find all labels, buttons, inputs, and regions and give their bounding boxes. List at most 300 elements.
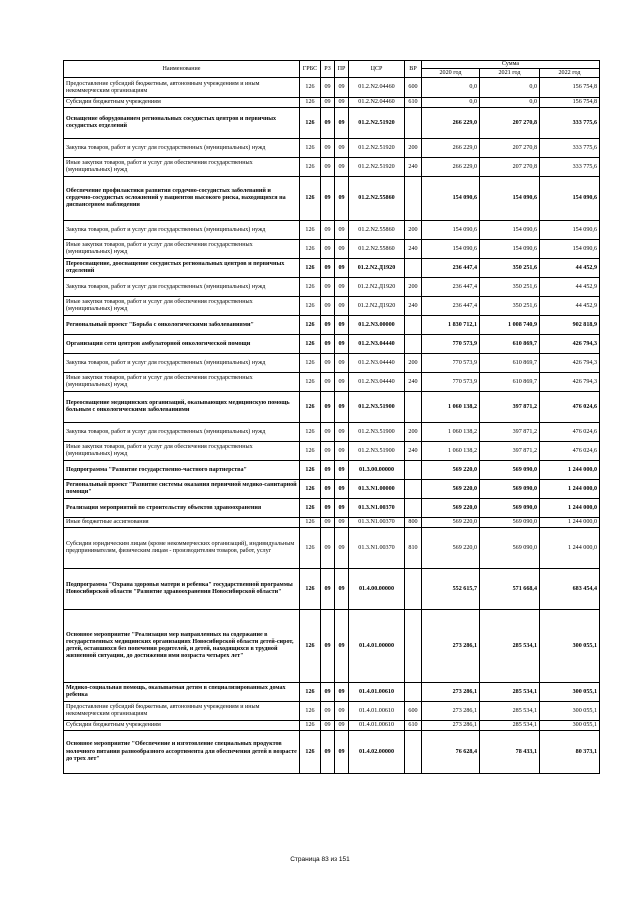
row-name-cell: Предоставление субсидий бюджетным, автономным учреждениям и иным некоммерческим организациям — [64, 702, 300, 721]
row-value-2020-cell: 770 573,9 — [422, 373, 480, 392]
row-csr-cell: 01.4.02.00000 — [349, 731, 405, 774]
row-name-cell: Медико-социальная помощь, оказываемая детям в специализированных домах ребенка — [64, 683, 300, 702]
row-rz-cell: 09 — [321, 108, 335, 139]
row-name-cell: Реализация мероприятий по строительству объектов здравоохранения — [64, 499, 300, 518]
row-grbs-cell: 126 — [300, 702, 321, 721]
row-rz-cell: 09 — [321, 240, 335, 259]
row-vr-cell — [405, 610, 422, 683]
row-csr-cell: 01.2.N3.04440 — [349, 354, 405, 373]
row-pr-cell: 09 — [335, 297, 349, 316]
table-row — [64, 108, 600, 139]
row-value-2020-cell: 154 090,6 — [422, 177, 480, 221]
row-vr-cell: 600 — [405, 78, 422, 98]
row-pr-cell: 09 — [335, 108, 349, 139]
row-vr-cell: 240 — [405, 158, 422, 177]
row-rz-cell: 09 — [321, 354, 335, 373]
row-value-2022-cell: 156 754,8 — [540, 98, 600, 108]
row-csr-cell: 01.2.N3.04440 — [349, 335, 405, 354]
row-value-2020-cell: 569 220,0 — [422, 461, 480, 480]
row-csr-cell: 01.3.N1.00370 — [349, 528, 405, 569]
row-pr-cell: 09 — [335, 177, 349, 221]
row-grbs-cell: 126 — [300, 335, 321, 354]
row-value-2020-cell: 273 286,1 — [422, 683, 480, 702]
row-value-2021-cell: 0,0 — [480, 98, 540, 108]
row-value-2021-cell: 569 090,0 — [480, 518, 540, 528]
row-grbs-cell: 126 — [300, 423, 321, 442]
row-value-2022-cell: 80 373,1 — [540, 731, 600, 774]
row-value-2020-cell: 236 447,4 — [422, 297, 480, 316]
row-grbs-cell: 126 — [300, 240, 321, 259]
row-csr-cell: 01.2.N3.51900 — [349, 442, 405, 461]
row-rz-cell: 09 — [321, 221, 335, 240]
row-value-2022-cell: 300 055,1 — [540, 683, 600, 702]
row-csr-cell: 01.2.N3.51900 — [349, 392, 405, 423]
row-pr-cell: 09 — [335, 316, 349, 335]
table-row — [64, 392, 600, 423]
header-grbs: ГРБС — [300, 61, 321, 78]
row-grbs-cell: 126 — [300, 221, 321, 240]
row-rz-cell: 09 — [321, 259, 335, 278]
row-value-2022-cell: 1 244 000,0 — [540, 461, 600, 480]
row-name-cell: Закупка товаров, работ и услуг для государственных (муниципальных) нужд — [64, 139, 300, 158]
row-pr-cell: 09 — [335, 221, 349, 240]
row-grbs-cell: 126 — [300, 392, 321, 423]
header-vr: ВР — [405, 61, 422, 78]
row-rz-cell: 09 — [321, 721, 335, 731]
row-vr-cell: 800 — [405, 518, 422, 528]
row-csr-cell: 01.3.00.00000 — [349, 461, 405, 480]
row-value-2021-cell: 397 871,2 — [480, 392, 540, 423]
row-value-2020-cell: 236 447,4 — [422, 278, 480, 297]
row-csr-cell: 01.2.N2.Д1920 — [349, 297, 405, 316]
row-rz-cell: 09 — [321, 139, 335, 158]
row-value-2020-cell: 266 229,0 — [422, 158, 480, 177]
row-value-2021-cell: 285 534,1 — [480, 610, 540, 683]
row-vr-cell: 200 — [405, 278, 422, 297]
row-value-2022-cell: 333 775,6 — [540, 139, 600, 158]
row-value-2022-cell: 902 818,9 — [540, 316, 600, 335]
row-name-cell: Субсидии бюджетным учреждениям — [64, 721, 300, 731]
row-vr-cell — [405, 335, 422, 354]
row-value-2022-cell: 1 244 000,0 — [540, 528, 600, 569]
row-value-2021-cell: 350 251,6 — [480, 278, 540, 297]
row-value-2021-cell: 571 668,4 — [480, 569, 540, 610]
row-grbs-cell: 126 — [300, 721, 321, 731]
row-value-2022-cell: 476 024,6 — [540, 423, 600, 442]
row-value-2021-cell: 207 270,8 — [480, 108, 540, 139]
row-csr-cell: 01.2.N2.51920 — [349, 108, 405, 139]
table-row — [64, 335, 600, 354]
row-vr-cell: 610 — [405, 98, 422, 108]
table-row — [64, 158, 600, 177]
table-row — [64, 423, 600, 442]
table-row — [64, 139, 600, 158]
row-name-cell: Субсидии юридическим лицам (кроме некоммерческих организаций), индивидуальным предпринимателям, физическим лицам - производителям товаров, работ, услуг — [64, 528, 300, 569]
row-value-2021-cell: 569 090,0 — [480, 480, 540, 499]
row-grbs-cell: 126 — [300, 442, 321, 461]
row-value-2022-cell: 44 452,9 — [540, 259, 600, 278]
row-vr-cell: 610 — [405, 721, 422, 731]
row-csr-cell: 01.4.01.00610 — [349, 721, 405, 731]
row-name-cell: Иные закупки товаров, работ и услуг для обеспечения государственных (муниципальных) нужд — [64, 373, 300, 392]
row-value-2021-cell: 397 871,2 — [480, 423, 540, 442]
row-pr-cell: 09 — [335, 721, 349, 731]
row-pr-cell: 09 — [335, 392, 349, 423]
row-grbs-cell: 126 — [300, 528, 321, 569]
row-grbs-cell: 126 — [300, 316, 321, 335]
row-grbs-cell: 126 — [300, 278, 321, 297]
row-pr-cell: 09 — [335, 683, 349, 702]
table-row — [64, 731, 600, 774]
row-value-2021-cell: 610 869,7 — [480, 335, 540, 354]
header-pr: ПР — [335, 61, 349, 78]
header-name: Наименование — [64, 61, 300, 78]
row-value-2021-cell: 154 090,6 — [480, 221, 540, 240]
row-pr-cell: 09 — [335, 461, 349, 480]
row-value-2022-cell: 156 754,8 — [540, 78, 600, 98]
row-pr-cell: 09 — [335, 610, 349, 683]
row-vr-cell: 240 — [405, 240, 422, 259]
row-rz-cell: 09 — [321, 610, 335, 683]
row-csr-cell: 01.2.N2.04460 — [349, 78, 405, 98]
row-value-2020-cell: 552 615,7 — [422, 569, 480, 610]
row-value-2020-cell: 0,0 — [422, 78, 480, 98]
row-csr-cell: 01.2.N3.04440 — [349, 373, 405, 392]
table-row — [64, 683, 600, 702]
row-value-2020-cell: 273 286,1 — [422, 702, 480, 721]
table-row — [64, 78, 600, 98]
row-csr-cell: 01.4.01.00610 — [349, 683, 405, 702]
row-rz-cell: 09 — [321, 278, 335, 297]
row-name-cell: Региональный проект "Развитие системы оказания первичной медико-санитарной помощи" — [64, 480, 300, 499]
table-row — [64, 480, 600, 499]
table-row — [64, 518, 600, 528]
header-csr: ЦСР — [349, 61, 405, 78]
row-pr-cell: 09 — [335, 158, 349, 177]
header-2020: 2020 год — [422, 69, 480, 78]
row-pr-cell: 09 — [335, 442, 349, 461]
row-value-2020-cell: 266 229,0 — [422, 108, 480, 139]
row-rz-cell: 09 — [321, 423, 335, 442]
table-row — [64, 177, 600, 221]
row-pr-cell: 09 — [335, 528, 349, 569]
row-value-2021-cell: 207 270,8 — [480, 139, 540, 158]
table-row — [64, 221, 600, 240]
row-vr-cell — [405, 461, 422, 480]
row-grbs-cell: 126 — [300, 518, 321, 528]
row-csr-cell: 01.2.N2.55860 — [349, 221, 405, 240]
row-csr-cell: 01.2.N2.04460 — [349, 98, 405, 108]
row-name-cell: Иные закупки товаров, работ и услуг для обеспечения государственных (муниципальных) нужд — [64, 442, 300, 461]
row-grbs-cell: 126 — [300, 259, 321, 278]
row-value-2020-cell: 569 220,0 — [422, 480, 480, 499]
table-row — [64, 528, 600, 569]
row-value-2021-cell: 610 869,7 — [480, 354, 540, 373]
table-row — [64, 297, 600, 316]
row-pr-cell: 09 — [335, 98, 349, 108]
table-row — [64, 569, 600, 610]
row-name-cell: Закупка товаров, работ и услуг для государственных (муниципальных) нужд — [64, 423, 300, 442]
row-csr-cell: 01.3.N1.00370 — [349, 499, 405, 518]
row-grbs-cell: 126 — [300, 683, 321, 702]
table-row — [64, 702, 600, 721]
row-grbs-cell: 126 — [300, 354, 321, 373]
row-value-2020-cell: 1 060 138,2 — [422, 392, 480, 423]
row-vr-cell — [405, 569, 422, 610]
row-value-2022-cell: 333 775,6 — [540, 108, 600, 139]
row-rz-cell: 09 — [321, 158, 335, 177]
row-csr-cell: 01.2.N2.51920 — [349, 139, 405, 158]
row-value-2020-cell: 569 220,0 — [422, 499, 480, 518]
row-name-cell: Переоснащение медицинских организаций, оказывающих медицинскую помощь больным с онкологическими заболеваниями — [64, 392, 300, 423]
row-value-2021-cell: 0,0 — [480, 78, 540, 98]
row-vr-cell — [405, 499, 422, 518]
row-csr-cell: 01.4.01.00000 — [349, 610, 405, 683]
row-rz-cell: 09 — [321, 78, 335, 98]
row-pr-cell: 09 — [335, 569, 349, 610]
row-name-cell: Иные закупки товаров, работ и услуг для обеспечения государственных (муниципальных) нужд — [64, 158, 300, 177]
row-value-2022-cell: 333 775,6 — [540, 158, 600, 177]
row-vr-cell: 600 — [405, 702, 422, 721]
row-name-cell: Закупка товаров, работ и услуг для государственных (муниципальных) нужд — [64, 354, 300, 373]
row-value-2021-cell: 610 869,7 — [480, 373, 540, 392]
row-pr-cell: 09 — [335, 259, 349, 278]
table-row — [64, 98, 600, 108]
row-vr-cell — [405, 177, 422, 221]
row-vr-cell — [405, 683, 422, 702]
row-vr-cell — [405, 480, 422, 499]
row-pr-cell: 09 — [335, 702, 349, 721]
header-2021: 2021 год — [480, 69, 540, 78]
table-row — [64, 499, 600, 518]
row-csr-cell: 01.4.01.00610 — [349, 702, 405, 721]
row-name-cell: Основное мероприятие "Обеспечение и изготовление специальных продуктов молочного питания разнообразного ассортимента для обеспечения детей в возрасте до трех лет" — [64, 731, 300, 774]
row-rz-cell: 09 — [321, 316, 335, 335]
row-vr-cell — [405, 108, 422, 139]
row-csr-cell: 01.3.N1.00000 — [349, 480, 405, 499]
row-grbs-cell: 126 — [300, 373, 321, 392]
row-value-2020-cell: 266 229,0 — [422, 139, 480, 158]
row-value-2021-cell: 285 534,1 — [480, 683, 540, 702]
row-rz-cell: 09 — [321, 702, 335, 721]
row-value-2022-cell: 1 244 000,0 — [540, 499, 600, 518]
row-rz-cell: 09 — [321, 335, 335, 354]
row-vr-cell — [405, 259, 422, 278]
row-pr-cell: 09 — [335, 278, 349, 297]
row-pr-cell: 09 — [335, 78, 349, 98]
row-value-2020-cell: 1 060 138,2 — [422, 442, 480, 461]
row-value-2022-cell: 426 794,3 — [540, 373, 600, 392]
row-name-cell: Подпрограмма "Охрана здоровья матери и ребенка" государственной программы Новосибирской области "Развитие здравоохранения Новосибирской области" — [64, 569, 300, 610]
row-vr-cell: 200 — [405, 221, 422, 240]
row-grbs-cell: 126 — [300, 139, 321, 158]
row-pr-cell: 09 — [335, 518, 349, 528]
row-pr-cell: 09 — [335, 423, 349, 442]
table-row — [64, 316, 600, 335]
row-value-2022-cell: 154 090,6 — [540, 221, 600, 240]
row-name-cell: Иные закупки товаров, работ и услуг для обеспечения государственных (муниципальных) нужд — [64, 240, 300, 259]
row-value-2020-cell: 273 286,1 — [422, 610, 480, 683]
row-value-2021-cell: 207 270,8 — [480, 158, 540, 177]
table-row — [64, 610, 600, 683]
row-name-cell: Предоставление субсидий бюджетным, автономным учреждениям и иным некоммерческим организациям — [64, 78, 300, 98]
row-csr-cell: 01.2.N3.51900 — [349, 423, 405, 442]
row-value-2021-cell: 350 251,6 — [480, 297, 540, 316]
row-value-2022-cell: 1 244 000,0 — [540, 518, 600, 528]
row-value-2021-cell: 350 251,6 — [480, 259, 540, 278]
row-vr-cell — [405, 731, 422, 774]
row-pr-cell: 09 — [335, 499, 349, 518]
row-name-cell: Обеспечение профилактики развития сердечно-сосудистых заболеваний и сердечно-сосудистых осложнений у пациентов высокого риска, находящихся на диспансерном наблюдении — [64, 177, 300, 221]
row-value-2022-cell: 1 244 000,0 — [540, 480, 600, 499]
header-2022: 2022 год — [540, 69, 600, 78]
table-row — [64, 278, 600, 297]
table-body — [64, 78, 600, 774]
row-rz-cell: 09 — [321, 683, 335, 702]
row-grbs-cell: 126 — [300, 158, 321, 177]
row-name-cell: Подпрограмма "Развитие государственно-частного партнерства" — [64, 461, 300, 480]
row-name-cell: Региональный проект "Борьба с онкологическими заболеваниями" — [64, 316, 300, 335]
row-rz-cell: 09 — [321, 297, 335, 316]
table-row — [64, 240, 600, 259]
row-grbs-cell: 126 — [300, 297, 321, 316]
row-value-2020-cell: 273 286,1 — [422, 721, 480, 731]
row-name-cell: Субсидии бюджетным учреждениям — [64, 98, 300, 108]
table-row — [64, 373, 600, 392]
table-row — [64, 259, 600, 278]
row-vr-cell: 810 — [405, 528, 422, 569]
page-number: Страница 83 из 151 — [290, 856, 350, 863]
row-value-2021-cell: 569 090,0 — [480, 461, 540, 480]
row-rz-cell: 09 — [321, 98, 335, 108]
row-grbs-cell: 126 — [300, 98, 321, 108]
row-name-cell: Иные бюджетные ассигнования — [64, 518, 300, 528]
row-csr-cell: 01.2.N2.55860 — [349, 240, 405, 259]
row-value-2020-cell: 569 220,0 — [422, 528, 480, 569]
row-csr-cell: 01.2.N2.Д1920 — [349, 278, 405, 297]
row-value-2022-cell: 426 794,3 — [540, 354, 600, 373]
row-value-2022-cell: 300 055,1 — [540, 721, 600, 731]
row-grbs-cell: 126 — [300, 78, 321, 98]
row-pr-cell: 09 — [335, 139, 349, 158]
row-rz-cell: 09 — [321, 528, 335, 569]
row-rz-cell: 09 — [321, 392, 335, 423]
row-rz-cell: 09 — [321, 461, 335, 480]
row-rz-cell: 09 — [321, 499, 335, 518]
row-vr-cell — [405, 392, 422, 423]
row-vr-cell — [405, 316, 422, 335]
row-vr-cell: 240 — [405, 442, 422, 461]
row-value-2020-cell: 76 628,4 — [422, 731, 480, 774]
row-value-2020-cell: 770 573,9 — [422, 354, 480, 373]
row-vr-cell: 200 — [405, 354, 422, 373]
row-grbs-cell: 126 — [300, 108, 321, 139]
row-value-2022-cell: 154 090,6 — [540, 240, 600, 259]
row-value-2022-cell: 300 055,1 — [540, 702, 600, 721]
row-pr-cell: 09 — [335, 335, 349, 354]
row-value-2020-cell: 0,0 — [422, 98, 480, 108]
row-vr-cell: 200 — [405, 423, 422, 442]
row-vr-cell: 240 — [405, 373, 422, 392]
row-rz-cell: 09 — [321, 518, 335, 528]
row-value-2020-cell: 154 090,6 — [422, 221, 480, 240]
row-grbs-cell: 126 — [300, 499, 321, 518]
row-value-2022-cell: 476 024,6 — [540, 392, 600, 423]
table-row — [64, 442, 600, 461]
row-value-2022-cell: 44 452,9 — [540, 278, 600, 297]
row-value-2020-cell: 1 830 712,1 — [422, 316, 480, 335]
row-value-2021-cell: 78 433,1 — [480, 731, 540, 774]
row-name-cell: Закупка товаров, работ и услуг для государственных (муниципальных) нужд — [64, 221, 300, 240]
row-rz-cell: 09 — [321, 177, 335, 221]
row-name-cell: Закупка товаров, работ и услуг для государственных (муниципальных) нужд — [64, 278, 300, 297]
row-pr-cell: 09 — [335, 373, 349, 392]
row-value-2020-cell: 770 573,9 — [422, 335, 480, 354]
row-grbs-cell: 126 — [300, 569, 321, 610]
row-vr-cell: 200 — [405, 139, 422, 158]
row-value-2022-cell: 300 055,1 — [540, 610, 600, 683]
row-value-2021-cell: 154 090,6 — [480, 177, 540, 221]
row-value-2021-cell: 285 534,1 — [480, 702, 540, 721]
row-csr-cell: 01.2.N2.Д1920 — [349, 259, 405, 278]
table-row — [64, 721, 600, 731]
row-name-cell: Организация сети центров амбулаторной онкологической помощи — [64, 335, 300, 354]
row-csr-cell: 01.3.N1.00370 — [349, 518, 405, 528]
row-value-2022-cell: 683 454,4 — [540, 569, 600, 610]
row-value-2020-cell: 154 090,6 — [422, 240, 480, 259]
row-grbs-cell: 126 — [300, 731, 321, 774]
row-pr-cell: 09 — [335, 354, 349, 373]
row-value-2021-cell: 285 534,1 — [480, 721, 540, 731]
row-rz-cell: 09 — [321, 480, 335, 499]
row-csr-cell: 01.4.00.00000 — [349, 569, 405, 610]
row-csr-cell: 01.2.N2.55860 — [349, 177, 405, 221]
row-grbs-cell: 126 — [300, 461, 321, 480]
row-value-2020-cell: 236 447,4 — [422, 259, 480, 278]
row-rz-cell: 09 — [321, 373, 335, 392]
table-row — [64, 461, 600, 480]
row-rz-cell: 09 — [321, 569, 335, 610]
row-value-2021-cell: 1 008 740,9 — [480, 316, 540, 335]
row-value-2022-cell: 154 090,6 — [540, 177, 600, 221]
row-pr-cell: 09 — [335, 240, 349, 259]
row-value-2020-cell: 1 060 138,2 — [422, 423, 480, 442]
row-value-2022-cell: 44 452,9 — [540, 297, 600, 316]
row-grbs-cell: 126 — [300, 177, 321, 221]
row-grbs-cell: 126 — [300, 480, 321, 499]
row-rz-cell: 09 — [321, 442, 335, 461]
row-name-cell: Оснащение оборудованием региональных сосудистых центров и первичных сосудистых отделений — [64, 108, 300, 139]
budget-table — [63, 60, 600, 774]
row-grbs-cell: 126 — [300, 610, 321, 683]
row-value-2021-cell: 569 090,0 — [480, 499, 540, 518]
row-value-2021-cell: 397 871,2 — [480, 442, 540, 461]
row-name-cell: Переоснащение, дооснащение сосудистых региональных центров и первичных отделений — [64, 259, 300, 278]
header-rz: РЗ — [321, 61, 335, 78]
row-value-2022-cell: 426 794,3 — [540, 335, 600, 354]
row-name-cell: Иные закупки товаров, работ и услуг для обеспечения государственных (муниципальных) нужд — [64, 297, 300, 316]
row-value-2022-cell: 476 024,6 — [540, 442, 600, 461]
row-pr-cell: 09 — [335, 480, 349, 499]
row-csr-cell: 01.2.N2.51920 — [349, 158, 405, 177]
row-value-2021-cell: 154 090,6 — [480, 240, 540, 259]
row-rz-cell: 09 — [321, 731, 335, 774]
header-sum: Сумма — [422, 61, 600, 69]
row-value-2021-cell: 569 090,0 — [480, 528, 540, 569]
row-vr-cell: 240 — [405, 297, 422, 316]
row-csr-cell: 01.2.N3.00000 — [349, 316, 405, 335]
row-value-2020-cell: 569 220,0 — [422, 518, 480, 528]
